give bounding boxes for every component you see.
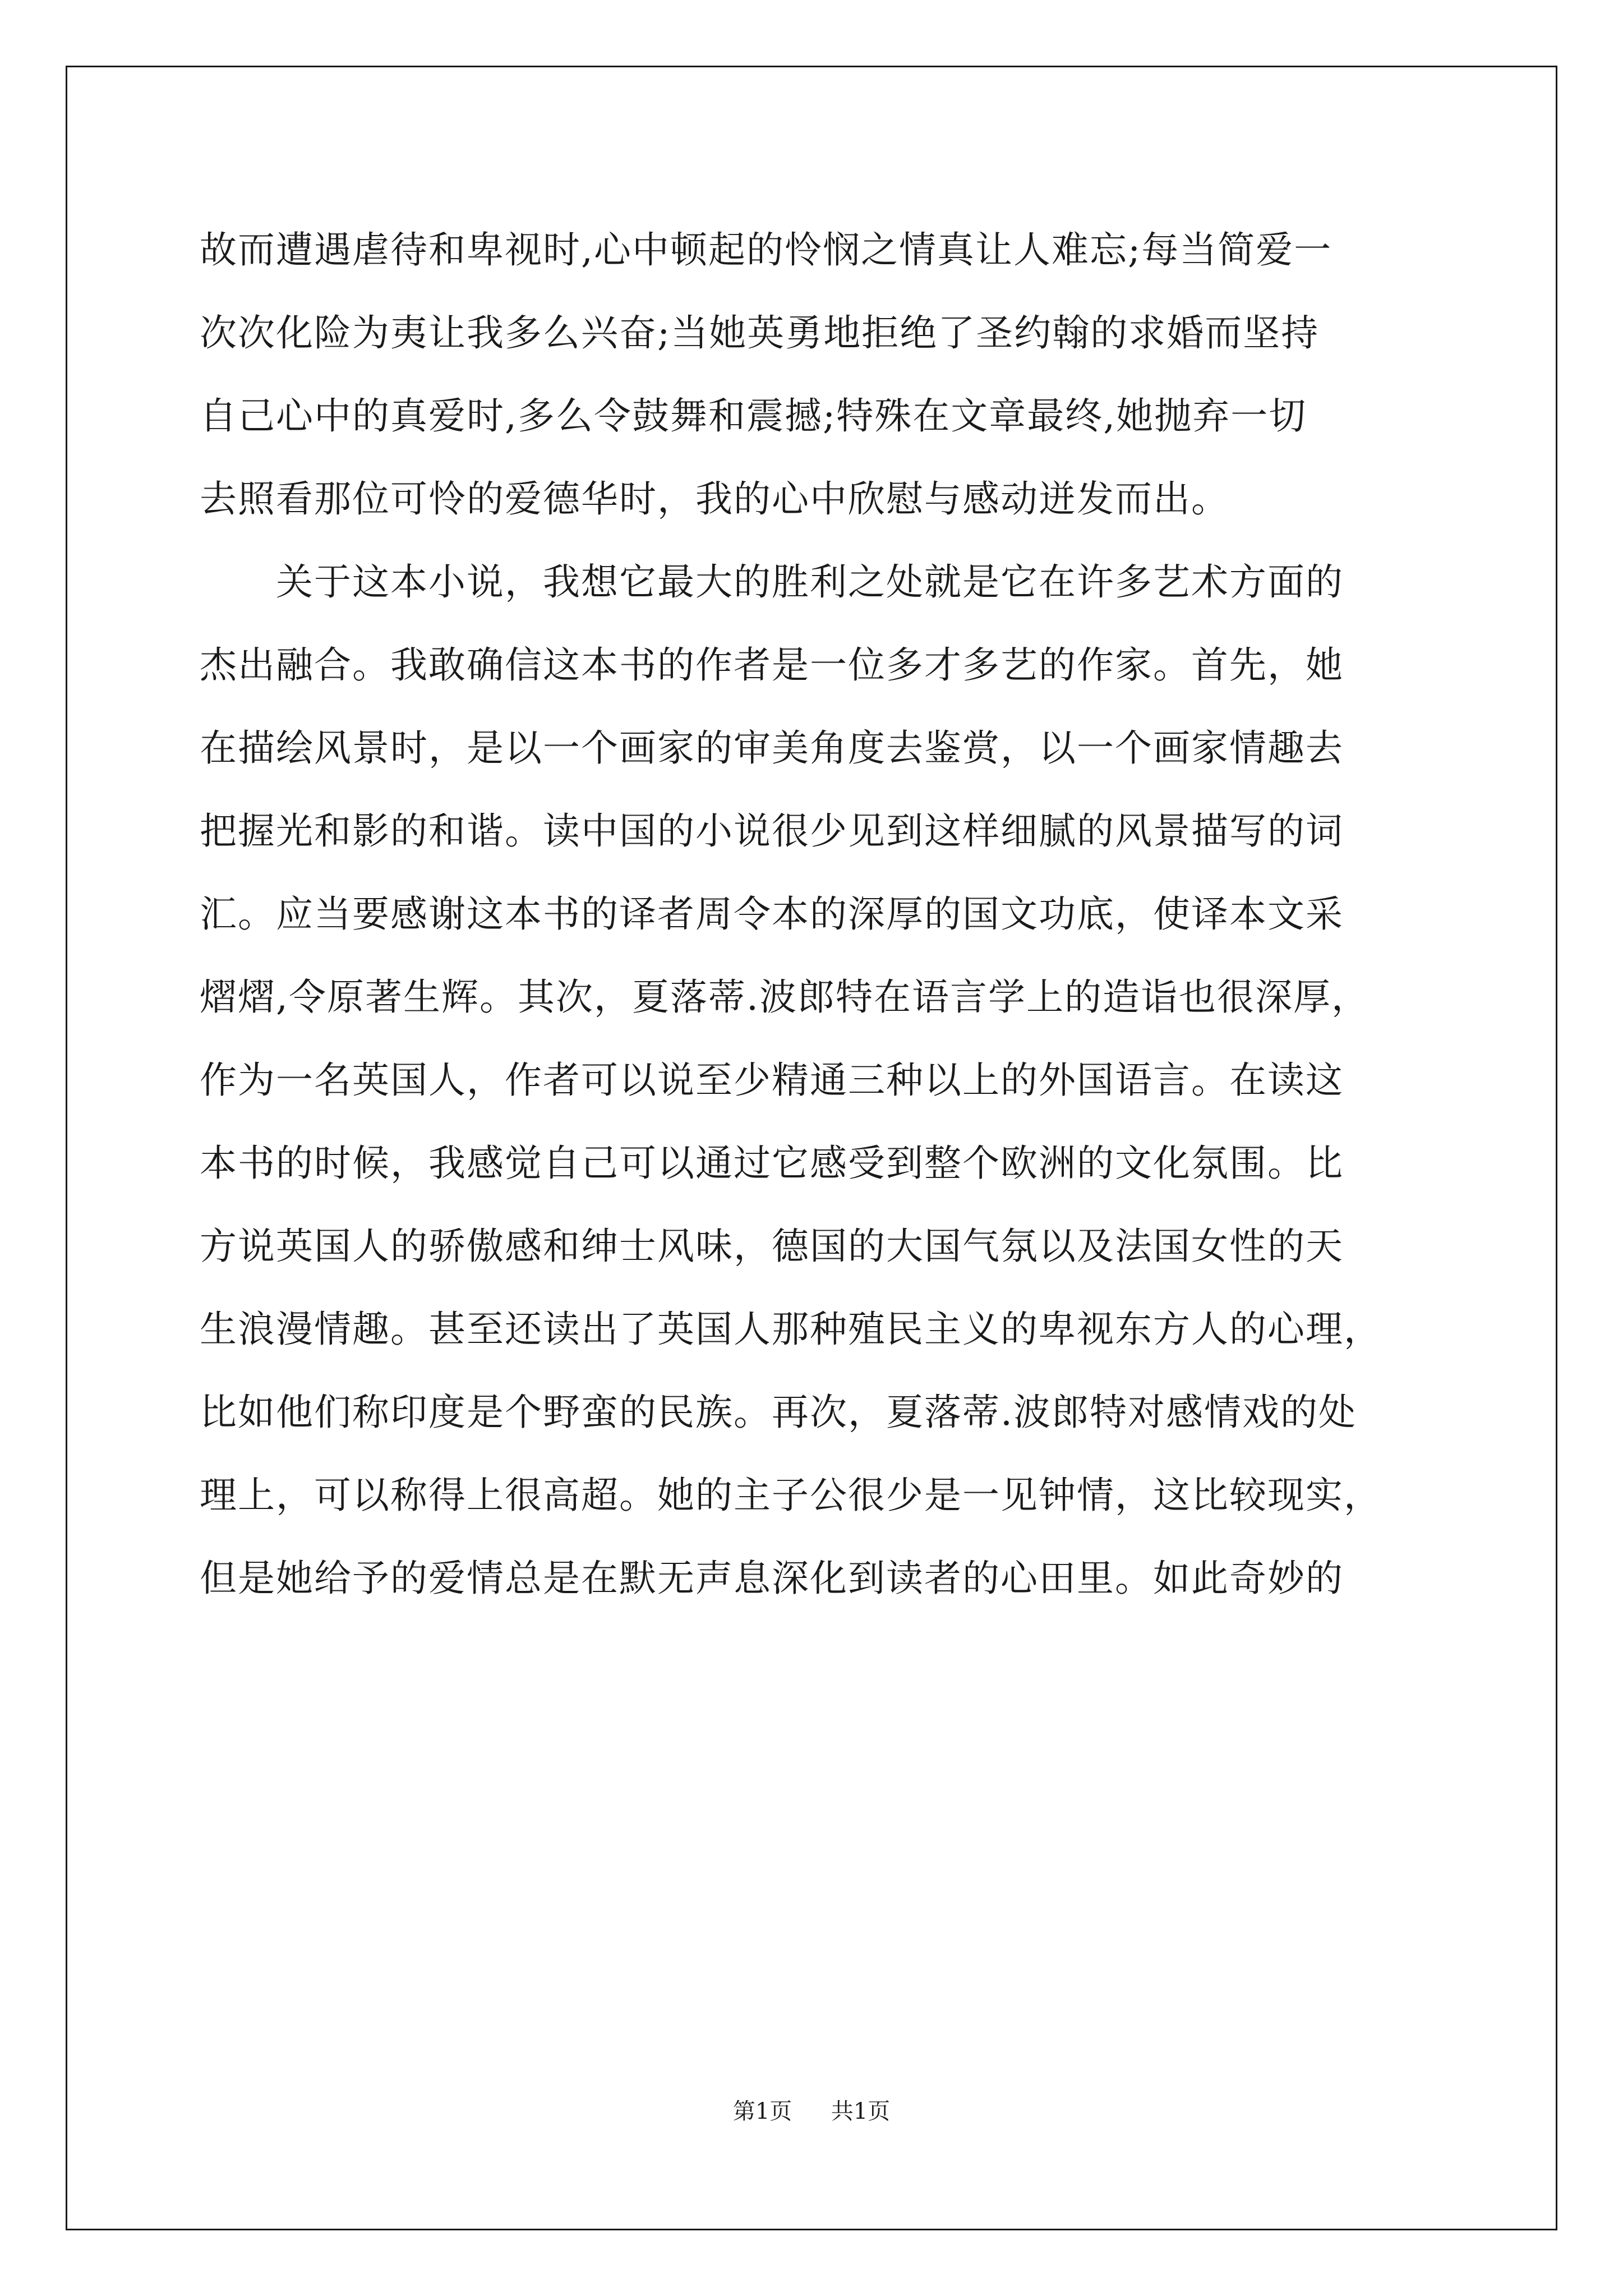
text-line: 自己心中的真爱时,多么令鼓舞和震撼;特殊在文章最终,她抛弃一切	[200, 394, 1307, 438]
text-line: 故而遭遇虐待和卑视时,心中顿起的怜悯之情真让人难忘;每当简爱一	[200, 228, 1332, 272]
text-line: 去照看那位可怜的爱德华时，我的心中欣慰与感动迸发而出。	[200, 477, 1229, 521]
text-line: 在描绘风景时，是以一个画家的审美角度去鉴赏，以一个画家情趣去	[200, 726, 1344, 770]
paragraph-1	[200, 209, 1433, 541]
page-total: 共1页	[831, 2099, 891, 2124]
text-line: 本书的时候，我感觉自己可以通过它感受到整个欧洲的文化氛围。比	[200, 1142, 1344, 1185]
text-line: 熠熠,令原著生辉。其次，夏落蒂.波郎特在语言学上的造诣也很深厚，	[200, 976, 1370, 1019]
text-line: 杰出融合。我敢确信这本书的作者是一位多才多艺的作家。首先，她	[200, 643, 1344, 687]
text-line: 比如他们称印度是个野蛮的民族。再次，夏落蒂.波郎特对感情戏的处	[200, 1391, 1357, 1434]
text-line: 但是她给予的爱情总是在默无声息深化到读者的心田里。如此奇妙的	[200, 1557, 1344, 1600]
text-line: 方说英国人的骄傲感和绅士风味，德国的大国气氛以及法国女性的天	[200, 1225, 1344, 1268]
text-line: 关于这本小说，我想它最大的胜利之处就是它在许多艺术方面的	[200, 560, 1344, 604]
text-line: 作为一名英国人，作者可以说至少精通三种以上的外国语言。在读这	[200, 1059, 1344, 1102]
text-line: 次次化险为夷让我多么兴奋;当她英勇地拒绝了圣约翰的求婚而坚持	[200, 311, 1320, 355]
text-line: 理上，可以称得上很高超。她的主子公很少是一见钟情，这比较现实，	[200, 1474, 1382, 1517]
document-body	[200, 209, 1433, 1620]
paragraph-2	[200, 541, 1433, 1620]
text-line: 汇。应当要感谢这本书的译者周令本的深厚的国文功底，使译本文采	[200, 892, 1344, 936]
page-footer	[0, 2093, 1623, 2125]
text-line: 把握光和影的和谐。读中国的小说很少见到这样细腻的风景描写的词	[200, 809, 1344, 853]
text-line: 生浪漫情趣。甚至还读出了英国人那种殖民主义的卑视东方人的心理，	[200, 1308, 1382, 1351]
page-number: 第1页	[732, 2099, 792, 2124]
